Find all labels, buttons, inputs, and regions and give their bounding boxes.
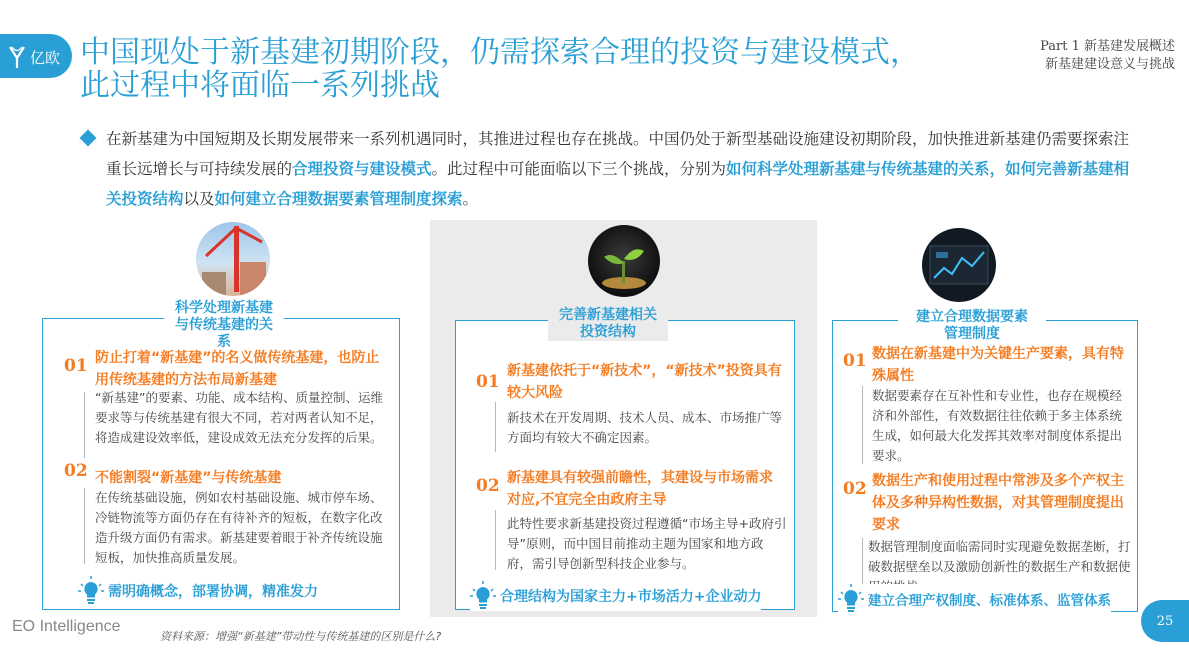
divider-line (495, 510, 496, 570)
card-2-heading-line: 完善新基建相关 (559, 307, 657, 323)
lightbulb-icon (78, 576, 104, 606)
card-2-heading (548, 307, 668, 341)
card-1-heading-line: 与传统基建的关系 (175, 317, 273, 350)
item-number: 02 (476, 476, 500, 496)
divider-line (84, 488, 85, 564)
item-number: 02 (843, 479, 867, 499)
item-number: 02 (64, 461, 88, 481)
data-dashboard-image (922, 228, 996, 302)
eo-logo (0, 34, 72, 78)
card-2-item-1-title: 新基建依托于“新技术”，“新技术”投资具有较大风险 (507, 363, 782, 401)
divider-line (84, 392, 85, 458)
intro-text: 以及 (183, 190, 215, 208)
divider-line (862, 386, 863, 464)
card-1-item-1-body: “新基建”的要素、功能、成本结构、质量控制、运维要求等与传统基建有很大不同，若对两者认知不足，将造成建设效率低，建设成效无法充分发挥的后果。 (95, 390, 383, 445)
page-title-line1: 中国现处于新基建初期阶段，仍需探索合理的投资与建设模式， (80, 35, 920, 70)
card-3-recommendation (838, 584, 1111, 614)
card-3-item-2-body: 数据管理制度面临需同时实现避免数据垄断，打破数据壁垒以及激励创新性的数据生产和数据使 (868, 539, 1131, 574)
card-2-item-1-body: 新技术在开发周期、技术人员、成本、市场推广等方面均有较大不确定因素。 (507, 410, 783, 445)
intro-highlight: 如何科学处理新基建与传统基建的关系 (726, 160, 990, 178)
section-breadcrumb (1040, 38, 1175, 74)
card-1-item-2-title: 不能割裂“新基建”与传统基建 (95, 470, 282, 486)
card-1-heading (164, 300, 284, 351)
card-2-heading-line: 投资结构 (580, 324, 636, 340)
intro-paragraph (82, 124, 1142, 214)
page-title-line2: 此过程中将面临一系列挑战 (80, 68, 440, 103)
card-1-item-2-body: 在传统基础设施，例如农村基础设施、城市停车场、冷链物流等方面仍存在有待补齐的短板，在数字化改造升级方面仍有需求。新基建要着眼于补齐传统设施短板，加快推高质量发展。 (95, 490, 383, 565)
card-2-item-2-title: 新基建具有较强前瞻性，其建设与市场需求对应,不宜完全由政府主导 (507, 470, 773, 508)
item-number: 01 (64, 356, 88, 376)
intro-highlight: 如何建立合理数据要素管理制度探索 (214, 190, 463, 208)
card-2-tip-text: 合理结构为国家主力+市场活力+企业动力 (500, 589, 762, 605)
intro-highlight: 合理投资与建设模式 (292, 160, 432, 178)
lightbulb-icon (838, 584, 864, 614)
intro-text: 。此过程中可能面临以下三个挑战，分别为 (431, 160, 727, 178)
item-number: 01 (476, 372, 500, 392)
lightbulb-icon (470, 581, 496, 611)
card-3-item-1-body: 数据要素存在互补性和专业性，也存在规模经济和外部性，有效数据往往依赖于多主体系统生成，如何最大化发挥其效率对制度体系提出要求。 (872, 388, 1123, 463)
card-3-item-2-title: 数据生产和使用过程中常涉及多个产权主体及多种异构性数据，对其管理制度提出要求 (872, 473, 1124, 533)
card-3-heading-line: 管理制度 (944, 326, 1000, 342)
divider-line (495, 402, 496, 452)
divider-line (862, 538, 863, 590)
source-note: 资料来源：增强“新基建”带动性与传统基建的区别是什么? (160, 630, 442, 643)
page-number: 25 (1141, 600, 1189, 642)
intro-text: ， (989, 160, 1006, 178)
card-1-heading-line: 科学处理新基建 (175, 300, 273, 316)
intro-highlight: 如何完善新基建相关投资结构 (106, 160, 1130, 208)
card-1-item-1-title: 防止打着“新基建”的名义做传统基建，也防止用传统基建的方法布局新基建 (95, 350, 380, 388)
card-2-recommendation (470, 581, 761, 611)
logo-mark-icon (6, 41, 66, 71)
svg-text:亿欧: 亿欧 (30, 49, 61, 67)
footer-brand: EO Intelligence (12, 618, 121, 635)
item-number: 01 (843, 351, 867, 371)
construction-crane-image (196, 222, 270, 296)
card-3-heading-line: 建立合理数据要素 (916, 309, 1028, 325)
card-3-heading (898, 309, 1046, 343)
intro-text: 。 (462, 190, 479, 208)
intro-text: 在新基建为中国短期及长期发展带来一系列机遇同时，其推进过程也存在挑战。中国仍处于新型基础设施建设初期阶段，加快推进新基建仍需要探索注重长远增长与可持续发展的 (106, 130, 1130, 178)
page-title (80, 36, 940, 102)
card-3-item-1-title: 数据在新基建中为关键生产要素，具有特殊属性 (872, 346, 1124, 384)
card-2-item-2-body: 此特性要求新基建投资过程遵循“市场主导+政府引导”原则，而中国目前推动主题为国家和地方政府，需引导创新型科技企业参与。 (507, 516, 787, 571)
card-1-recommendation (78, 576, 318, 606)
card-1-tip-text: 需明确概念，部署协调，精准发力 (108, 584, 318, 600)
seedling-coin-image (588, 225, 660, 297)
part-label: Part 1 新基建发展概述 (1040, 39, 1175, 54)
card-3-tip-text: 建立合理产权制度、标准体系、监管体系 (868, 593, 1111, 609)
section-label: 新基建建设意义与挑战 (1044, 57, 1175, 72)
